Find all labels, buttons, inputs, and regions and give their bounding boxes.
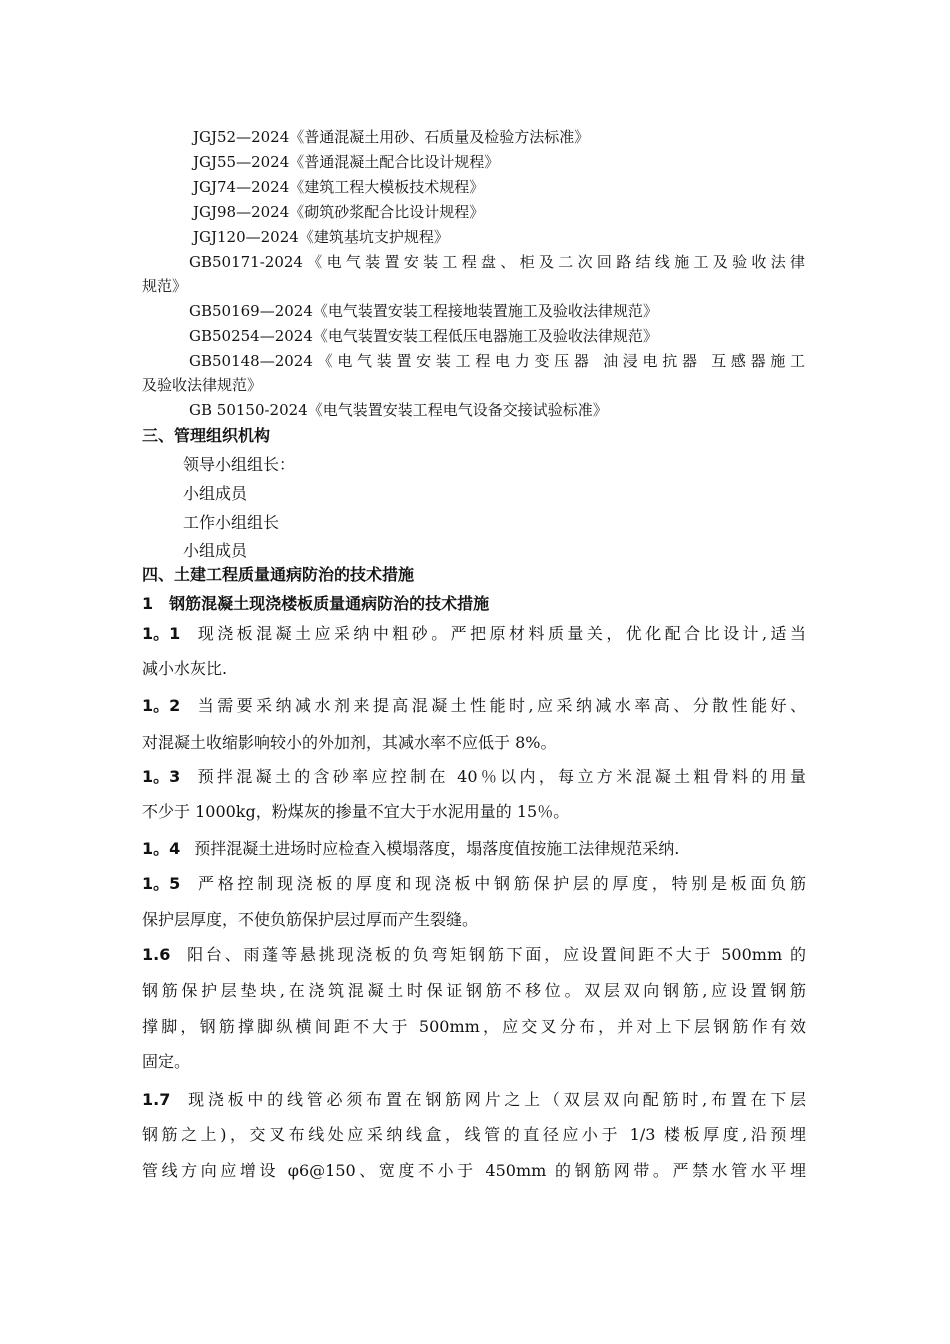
standard-gb50150: GB 50150-2024《电气装置安装工程电气设备交接试验标准》: [189, 401, 608, 419]
standard-gb50169: GB50169—2024《电气装置安装工程接地装置施工及验收法律规范》: [189, 302, 658, 320]
item-1-2-line-1: 1。2 当需要采纳减水剂来提高混凝土性能时,应采纳减水率高、分散性能好、: [142, 693, 806, 719]
section-4-heading: 四、土建工程质量通病防治的技术措施: [142, 565, 415, 584]
item-1-6-line-3: 撑脚，钢筋撑脚纵横间距不大于 500mm，应交叉分布，并对上下层钢筋作有效: [142, 1017, 806, 1036]
item-number: 1。4: [142, 839, 181, 858]
standard-jgj120: JGJ120—2024《建筑基坑支护规程》: [193, 228, 449, 246]
standard-gb50171: GB50171-2024《电气装置安装工程盘、柜及二次回路结线施工及验收法律: [189, 253, 805, 271]
item-number: 1。5: [142, 874, 181, 893]
item-1-3-line-1: 1。3 预拌混凝土的含砂率应控制在 40％以内，每立方米混凝土粗骨料的用量: [142, 764, 806, 790]
group-members: 小组成员: [183, 484, 248, 503]
item-1-6-line-2: 钢筋保护层垫块,在浇筑混凝土时保证钢筋不移位。双层双向钢筋,应设置钢筋: [142, 981, 806, 1000]
item-1-1-line-1: 1。1 现浇板混凝土应采纳中粗砂。严把原材料质量关，优化配合比设计,适当: [142, 621, 806, 647]
item-1-6-line-4: 固定。: [142, 1052, 191, 1071]
standard-jgj52: JGJ52—2024《普通混凝土用砂、石质量及检验方法标准》: [193, 128, 590, 146]
item-1-5-line-2: 保护层厚度，不使负筋保护层过厚而产生裂缝。: [142, 910, 479, 929]
item-1-6-line-1: 1.6 阳台、雨蓬等悬挑现浇板的负弯矩钢筋下面，应设置间距不大于 500mm 的: [142, 942, 806, 968]
standard-jgj74: JGJ74—2024《建筑工程大模板技术规程》: [193, 178, 485, 196]
item-number: 1。2: [142, 696, 181, 715]
item-number: 1。3: [142, 767, 181, 786]
standard-gb50148: GB50148—2024《电气装置安装工程电力变压器 油浸电抗器 互感器施工: [189, 352, 805, 370]
work-group-members: 小组成员: [183, 541, 248, 560]
section-3-heading: 三、管理组织机构: [142, 426, 271, 445]
standard-jgj98: JGJ98—2024《砌筑砂浆配合比设计规程》: [193, 203, 485, 221]
standard-jgj55: JGJ55—2024《普通混凝土配合比设计规程》: [193, 153, 500, 171]
item-1-7-line-2: 钢筋之上)，交叉布线处应采纳线盒，线管的直径应小于 1/3 楼板厚度,沿预埋: [142, 1125, 806, 1144]
item-1-3-line-2: 不少于 1000kg，粉煤灰的掺量不宜大于水泥用量的 15％。: [142, 802, 570, 821]
item-1-7-line-3: 管线方向应增设 φ6@150、宽度不小于 450mm 的钢筋网带。严禁水管水平埋: [142, 1161, 806, 1180]
item-number: 1。1: [142, 624, 181, 643]
item-number: 1.6: [142, 945, 171, 964]
item-number: 1.7: [142, 1090, 171, 1109]
standard-gb50254: GB50254—2024《电气装置安装工程低压电器施工及验收法律规范》: [189, 327, 658, 345]
item-1-7-line-1: 1.7 现浇板中的线管必须布置在钢筋网片之上（双层双向配筋时,布置在下层: [142, 1087, 806, 1113]
standard-gb50171-cont: 规范》: [142, 277, 188, 295]
item-1-2-line-2: 对混凝土收缩影响较小的外加剂，其减水率不应低于 8%。: [142, 733, 557, 752]
item-1-4-line-1: 1。4 预拌混凝土进场时应检查入模塌落度，塌落度值按施工法律规范采纳.: [142, 836, 679, 862]
leader-group-head: 领导小组组长：: [183, 455, 296, 474]
item-1-1-line-2: 减小水灰比.: [142, 659, 228, 678]
work-group-head: 工作小组组长: [183, 513, 280, 532]
section-4-subheading: 1 钢筋混凝土现浇楼板质量通病防治的技术措施: [142, 594, 490, 613]
item-1-5-line-1: 1。5 严格控制现浇板的厚度和现浇板中钢筋保护层的厚度，特别是板面负筋: [142, 871, 806, 897]
standard-gb50148-cont: 及验收法律规范》: [142, 376, 263, 394]
